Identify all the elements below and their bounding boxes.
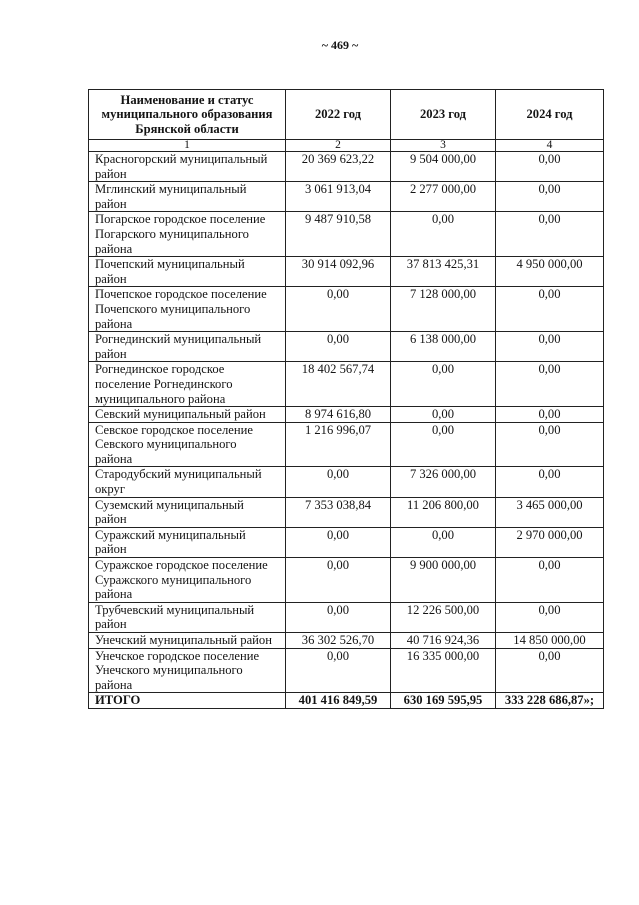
amount-2022: 0,00 [286, 287, 391, 332]
column-number-row [89, 140, 604, 152]
municipality-name: Красногорский муниципальный район [89, 152, 286, 182]
municipality-name: Трубчевский муниципальный район [89, 602, 286, 632]
total-row [89, 693, 604, 709]
municipality-name: Суражский муниципальный район [89, 527, 286, 557]
column-number: 1 [89, 140, 286, 152]
total-2024: 333 228 686,87»; [496, 693, 604, 709]
amount-2023: 7 326 000,00 [391, 467, 496, 497]
amount-2024: 14 850 000,00 [496, 633, 604, 649]
total-label: ИТОГО [89, 693, 286, 709]
amount-2024: 0,00 [496, 287, 604, 332]
amount-2023: 6 138 000,00 [391, 332, 496, 362]
amount-2022: 0,00 [286, 527, 391, 557]
municipality-name: Суражское городское поселение Суражского муниципального района [89, 558, 286, 603]
amount-2022: 7 353 038,84 [286, 497, 391, 527]
amount-2022: 30 914 092,96 [286, 257, 391, 287]
total-2023: 630 169 595,95 [391, 693, 496, 709]
amount-2022: 18 402 567,74 [286, 362, 391, 407]
table-row [89, 422, 604, 467]
table-row [89, 362, 604, 407]
page-number: ~ 469 ~ [321, 38, 359, 52]
table-row [89, 287, 604, 332]
municipality-name: Почепский муниципальный район [89, 257, 286, 287]
amount-2022: 36 302 526,70 [286, 633, 391, 649]
amount-2023: 11 206 800,00 [391, 497, 496, 527]
amount-2022: 0,00 [286, 648, 391, 693]
amount-2022: 9 487 910,58 [286, 212, 391, 257]
amount-2024: 0,00 [496, 182, 604, 212]
header-year-2023: 2023 год [391, 90, 496, 140]
amount-2023: 40 716 924,36 [391, 633, 496, 649]
municipality-name: Погарское городское поселение Погарского муниципального района [89, 212, 286, 257]
amount-2022: 0,00 [286, 332, 391, 362]
table-row [89, 527, 604, 557]
column-number: 2 [286, 140, 391, 152]
column-number: 4 [496, 140, 604, 152]
column-number: 3 [391, 140, 496, 152]
amount-2024: 0,00 [496, 602, 604, 632]
amount-2024: 0,00 [496, 558, 604, 603]
table-row [89, 407, 604, 423]
municipality-name: Рогнединское городское поселение Рогнединского муниципального района [89, 362, 286, 407]
amount-2022: 3 061 913,04 [286, 182, 391, 212]
amount-2022: 0,00 [286, 558, 391, 603]
amount-2023: 0,00 [391, 527, 496, 557]
amount-2023: 16 335 000,00 [391, 648, 496, 693]
municipality-name: Севское городское поселение Севского муниципального района [89, 422, 286, 467]
municipality-name: Мглинский муниципальный район [89, 182, 286, 212]
amount-2022: 8 974 616,80 [286, 407, 391, 423]
amount-2023: 7 128 000,00 [391, 287, 496, 332]
table-row [89, 152, 604, 182]
municipality-name: Суземский муниципальный район [89, 497, 286, 527]
amount-2024: 0,00 [496, 152, 604, 182]
amount-2022: 20 369 623,22 [286, 152, 391, 182]
total-2022: 401 416 849,59 [286, 693, 391, 709]
amount-2024: 2 970 000,00 [496, 527, 604, 557]
table-row [89, 257, 604, 287]
amount-2022: 0,00 [286, 602, 391, 632]
amount-2022: 0,00 [286, 467, 391, 497]
amount-2023: 9 504 000,00 [391, 152, 496, 182]
header-year-2022: 2022 год [286, 90, 391, 140]
table-row [89, 648, 604, 693]
table-row [89, 467, 604, 497]
header-municipality: Наименование и статус муниципального образования Брянской области [89, 90, 286, 140]
amount-2024: 0,00 [496, 467, 604, 497]
amount-2024: 0,00 [496, 332, 604, 362]
amount-2023: 9 900 000,00 [391, 558, 496, 603]
amount-2023: 12 226 500,00 [391, 602, 496, 632]
amount-2024: 0,00 [496, 422, 604, 467]
amount-2023: 0,00 [391, 422, 496, 467]
amount-2024: 0,00 [496, 407, 604, 423]
table-row [89, 497, 604, 527]
municipality-name: Почепское городское поселение Почепского муниципального района [89, 287, 286, 332]
table-row [89, 212, 604, 257]
table-row [89, 558, 604, 603]
amount-2022: 1 216 996,07 [286, 422, 391, 467]
amount-2024: 0,00 [496, 212, 604, 257]
table-header-row [89, 90, 604, 140]
amount-2023: 2 277 000,00 [391, 182, 496, 212]
municipality-name: Рогнединский муниципальный район [89, 332, 286, 362]
amount-2024: 3 465 000,00 [496, 497, 604, 527]
table-row [89, 602, 604, 632]
amount-2023: 0,00 [391, 212, 496, 257]
municipality-name: Севский муниципальный район [89, 407, 286, 423]
amount-2023: 37 813 425,31 [391, 257, 496, 287]
municipality-name: Стародубский муниципальный округ [89, 467, 286, 497]
amount-2023: 0,00 [391, 407, 496, 423]
table-row [89, 633, 604, 649]
municipality-name: Унечское городское поселение Унечского муниципального района [89, 648, 286, 693]
funding-table [88, 89, 604, 709]
table-row [89, 332, 604, 362]
amount-2024: 0,00 [496, 362, 604, 407]
amount-2024: 0,00 [496, 648, 604, 693]
amount-2023: 0,00 [391, 362, 496, 407]
header-year-2024: 2024 год [496, 90, 604, 140]
amount-2024: 4 950 000,00 [496, 257, 604, 287]
municipality-name: Унечский муниципальный район [89, 633, 286, 649]
table-row [89, 182, 604, 212]
